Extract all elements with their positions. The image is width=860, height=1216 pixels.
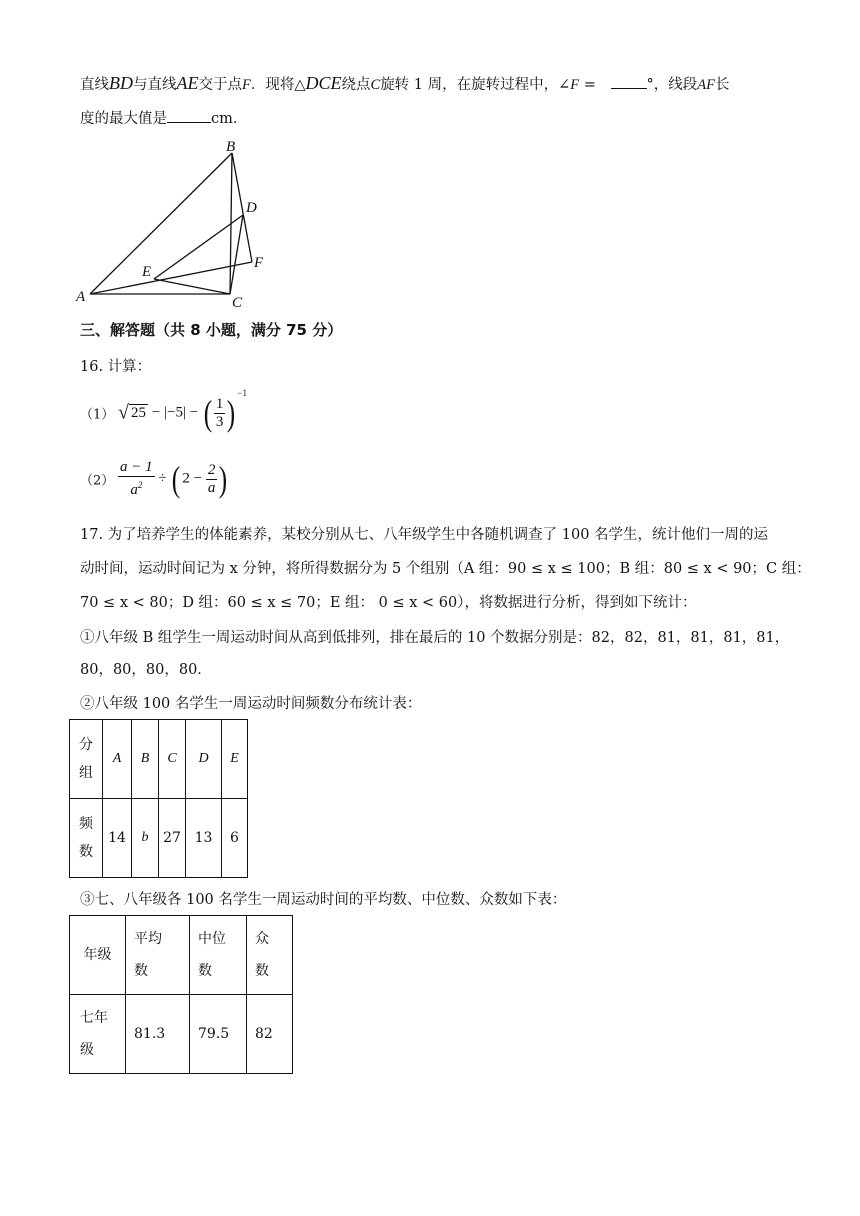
header-cell bbox=[247, 916, 293, 995]
answer-blank-length[interactable] bbox=[167, 108, 211, 123]
table-cell: 6 bbox=[222, 799, 248, 878]
answer-blank-angle[interactable] bbox=[611, 74, 647, 89]
row-header-group bbox=[70, 720, 103, 799]
right-paren-icon: ) bbox=[227, 393, 236, 433]
text: 年级 bbox=[83, 947, 112, 963]
label-b: B bbox=[226, 139, 236, 155]
label-a: A bbox=[76, 289, 86, 305]
angle-f: F bbox=[570, 77, 580, 93]
denominator-exponent: 2 bbox=[137, 480, 143, 490]
denominator-base: a bbox=[130, 482, 138, 498]
left-paren-icon: ( bbox=[203, 393, 213, 433]
text: 绕点 bbox=[341, 77, 371, 93]
text: 众 bbox=[255, 931, 269, 947]
header-cell bbox=[70, 916, 126, 995]
fraction-2-over-a bbox=[206, 462, 218, 497]
text: 数 bbox=[79, 844, 93, 860]
header-cell bbox=[190, 916, 247, 995]
table-cell: 14 bbox=[103, 799, 132, 878]
text: ．现将△ bbox=[250, 77, 306, 93]
left-paren-icon: ( bbox=[172, 459, 181, 499]
q17-item3: ③七、八年级各 100 名学生一周运动时间的平均数、中位数、众数如下表： bbox=[80, 892, 567, 908]
table-cell: 13 bbox=[186, 799, 222, 878]
minus-sign: − bbox=[151, 404, 161, 421]
label-e: E bbox=[142, 264, 152, 280]
table-cell: C bbox=[159, 720, 186, 799]
header-cell bbox=[126, 916, 190, 995]
text: 直线 bbox=[80, 77, 109, 93]
table-row bbox=[70, 720, 248, 799]
q17-item2: ②八年级 100 名学生一周运动时间频数分布统计表： bbox=[80, 696, 422, 712]
problem15-line2 bbox=[80, 108, 247, 129]
segment-bd: BD bbox=[109, 73, 133, 93]
minus-sign: − bbox=[189, 404, 199, 421]
numerator: a − 1 bbox=[120, 459, 153, 475]
text: 七年 bbox=[80, 1010, 108, 1026]
table-cell: b bbox=[132, 799, 159, 878]
sqrt-icon: √ bbox=[118, 401, 130, 424]
denominator: 3 bbox=[215, 413, 224, 430]
text: = bbox=[579, 77, 596, 93]
q16-part2 bbox=[80, 458, 229, 500]
section-heading: 三、解答题（共 8 小题，满分 75 分） bbox=[80, 321, 343, 339]
table-row bbox=[70, 995, 293, 1074]
q17-line2: 动时间，运动时间记为 x 分钟，将所得数据分为 5 个组别（A 组：90 ≤ x ≤ 100；B 组：80 ≤ x < 90；C 组： bbox=[80, 561, 811, 577]
q17-item1-line1: ①八年级 B 组学生一周运动时间从高到低排列，排在最后的 10 个数据分别是：82，82，81，81，81，81， bbox=[80, 630, 790, 646]
segment-cd bbox=[230, 215, 243, 294]
triangle-dce: DCE bbox=[305, 73, 342, 93]
text: 度的最大值是 bbox=[80, 111, 167, 127]
segment-ab bbox=[90, 153, 232, 294]
table-row bbox=[70, 799, 248, 878]
label-f: F bbox=[254, 255, 264, 271]
point-f: F bbox=[242, 77, 251, 93]
table-cell: E bbox=[222, 720, 248, 799]
sqrt-radicand: 25 bbox=[131, 404, 147, 421]
text: 旋转 1 周，在旋转过程中，∠ bbox=[380, 77, 571, 93]
segment-ed bbox=[154, 215, 243, 279]
denominator: a bbox=[207, 479, 216, 496]
text: 数 bbox=[198, 963, 212, 979]
segment-af: AF bbox=[697, 77, 715, 93]
text: °，线段 bbox=[646, 77, 698, 93]
q17-item1-line2: 80，80，80，80． bbox=[80, 662, 212, 678]
table-cell: 79.5 bbox=[190, 995, 247, 1074]
text: 频 bbox=[79, 816, 93, 832]
text: 长 bbox=[714, 77, 730, 93]
q17-line3: 70 ≤ x < 80；D 组：60 ≤ x ≤ 70；E 组： 0 ≤ x < 60），将数据进行分析，得到如下统计： bbox=[80, 595, 697, 611]
text: 分 bbox=[79, 737, 93, 753]
row-header-count bbox=[70, 799, 103, 878]
denominator bbox=[130, 477, 142, 499]
table-cell: B bbox=[132, 720, 159, 799]
label-d: D bbox=[246, 200, 257, 216]
fraction-a-minus-1-over-a2 bbox=[118, 459, 155, 499]
table-cell: A bbox=[103, 720, 132, 799]
text: 平均 bbox=[134, 931, 162, 947]
text: 交于点 bbox=[198, 77, 242, 93]
table-cell: D bbox=[186, 720, 222, 799]
q17-line1: 17. 为了培养学生的体能素养，某校分别从七、八年级学生中各随机调查了 100 名学生，统计他们一周的运 bbox=[80, 527, 769, 543]
fraction-one-third bbox=[214, 396, 226, 431]
table-cell: 81.3 bbox=[126, 995, 190, 1074]
text: 组 bbox=[79, 765, 93, 781]
exponent: −1 bbox=[237, 388, 247, 399]
label-c: C bbox=[232, 295, 243, 310]
numerator: 1 bbox=[215, 395, 224, 412]
text: 数 bbox=[255, 963, 269, 979]
frequency-table bbox=[69, 719, 248, 878]
text: 中位 bbox=[198, 931, 226, 947]
q16-title: 16. 计算： bbox=[80, 359, 152, 375]
table-cell: 27 bbox=[159, 799, 186, 878]
numerator: 2 bbox=[207, 461, 216, 478]
q16-part1 bbox=[80, 388, 247, 434]
part-label: （1） bbox=[80, 407, 115, 423]
part-label: （2） bbox=[80, 473, 115, 489]
point-c: C bbox=[370, 77, 381, 93]
right-paren-icon: ) bbox=[219, 459, 228, 499]
text: 2 − bbox=[182, 470, 203, 487]
table-cell: 82 bbox=[247, 995, 293, 1074]
geometry-figure bbox=[70, 135, 280, 310]
problem15-line1 bbox=[80, 73, 729, 95]
text: cm． bbox=[211, 111, 248, 127]
table-row bbox=[70, 916, 293, 995]
absolute-value: |−5| bbox=[163, 404, 186, 421]
divide-sign: ÷ bbox=[158, 470, 167, 487]
grade-cell bbox=[70, 995, 126, 1074]
stats-table bbox=[69, 915, 293, 1074]
segment-ce bbox=[154, 279, 230, 294]
text: 级 bbox=[80, 1042, 94, 1058]
text: 数 bbox=[134, 963, 148, 979]
text: 与直线 bbox=[133, 77, 177, 93]
segment-ae: AE bbox=[176, 73, 199, 93]
